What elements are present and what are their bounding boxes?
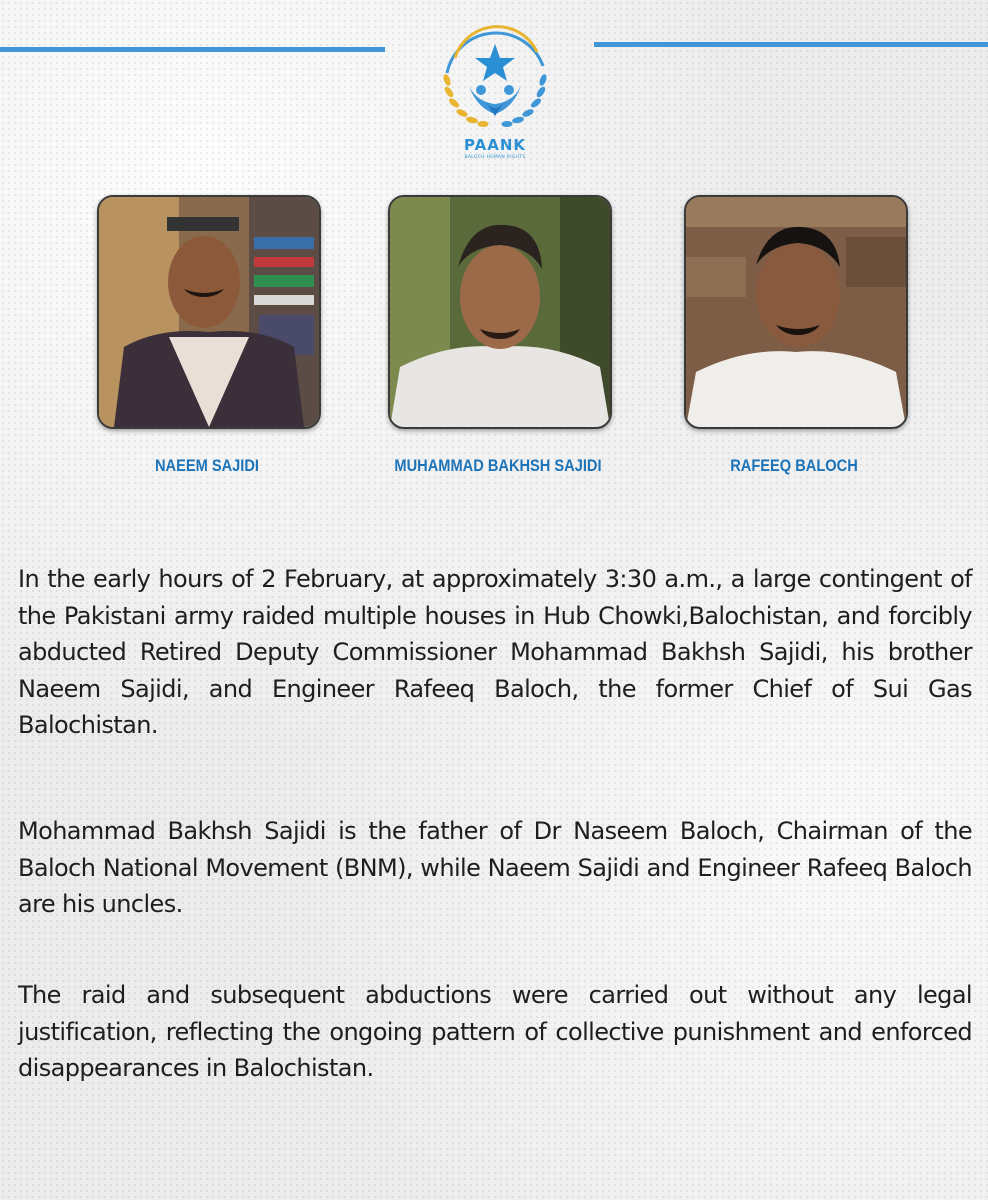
photo-muhammad-bakhsh-sajidi — [388, 195, 612, 429]
body-paragraph-2: Mohammad Bakhsh Sajidi is the father of Dr Naseem Baloch, Chairman of the Baloch National Movement (BNM), while Naeem Sajidi and Engineer Rafeeq Baloch are his uncles. — [18, 817, 972, 918]
person-name-3: RAFEEQ BALOCH — [730, 456, 858, 475]
header-rule-left — [0, 47, 385, 52]
logo-subtitle: BALOCH HUMAN RIGHTS — [464, 155, 526, 160]
photo-rafeeq-baloch — [684, 195, 908, 429]
paank-emblem-icon — [425, 18, 565, 138]
portrait-image — [99, 197, 319, 427]
portrait-image — [686, 197, 906, 427]
body-paragraph-1: In the early hours of 2 February, at approximately 3:30 a.m., a large contingent of the Pakistani army raided multiple houses in Hub Chowki,Balochistan, and forcibly abducted Retired Deputy Commissioner Mohammad Bakhsh Sajidi, his brother Naeem Sajidi, and Engineer Rafeeq Baloch, the former Chief of Sui Gas Balochistan. — [18, 565, 972, 739]
person-name-2: MUHAMMAD BAKHSH SAJIDI — [394, 456, 602, 475]
photo-naeem-sajidi — [97, 195, 321, 429]
body-paragraph-3: The raid and subsequent abductions were carried out without any legal justification, reflecting the ongoing pattern of collective punishment and enforced disappearances in Balochistan. — [18, 981, 972, 1082]
header-rule-right — [594, 42, 988, 47]
logo-wordmark: PAANK — [463, 136, 526, 154]
person-name-1: NAEEM SAJIDI — [154, 456, 259, 475]
paank-logo — [425, 18, 565, 170]
portrait-image — [390, 197, 610, 427]
